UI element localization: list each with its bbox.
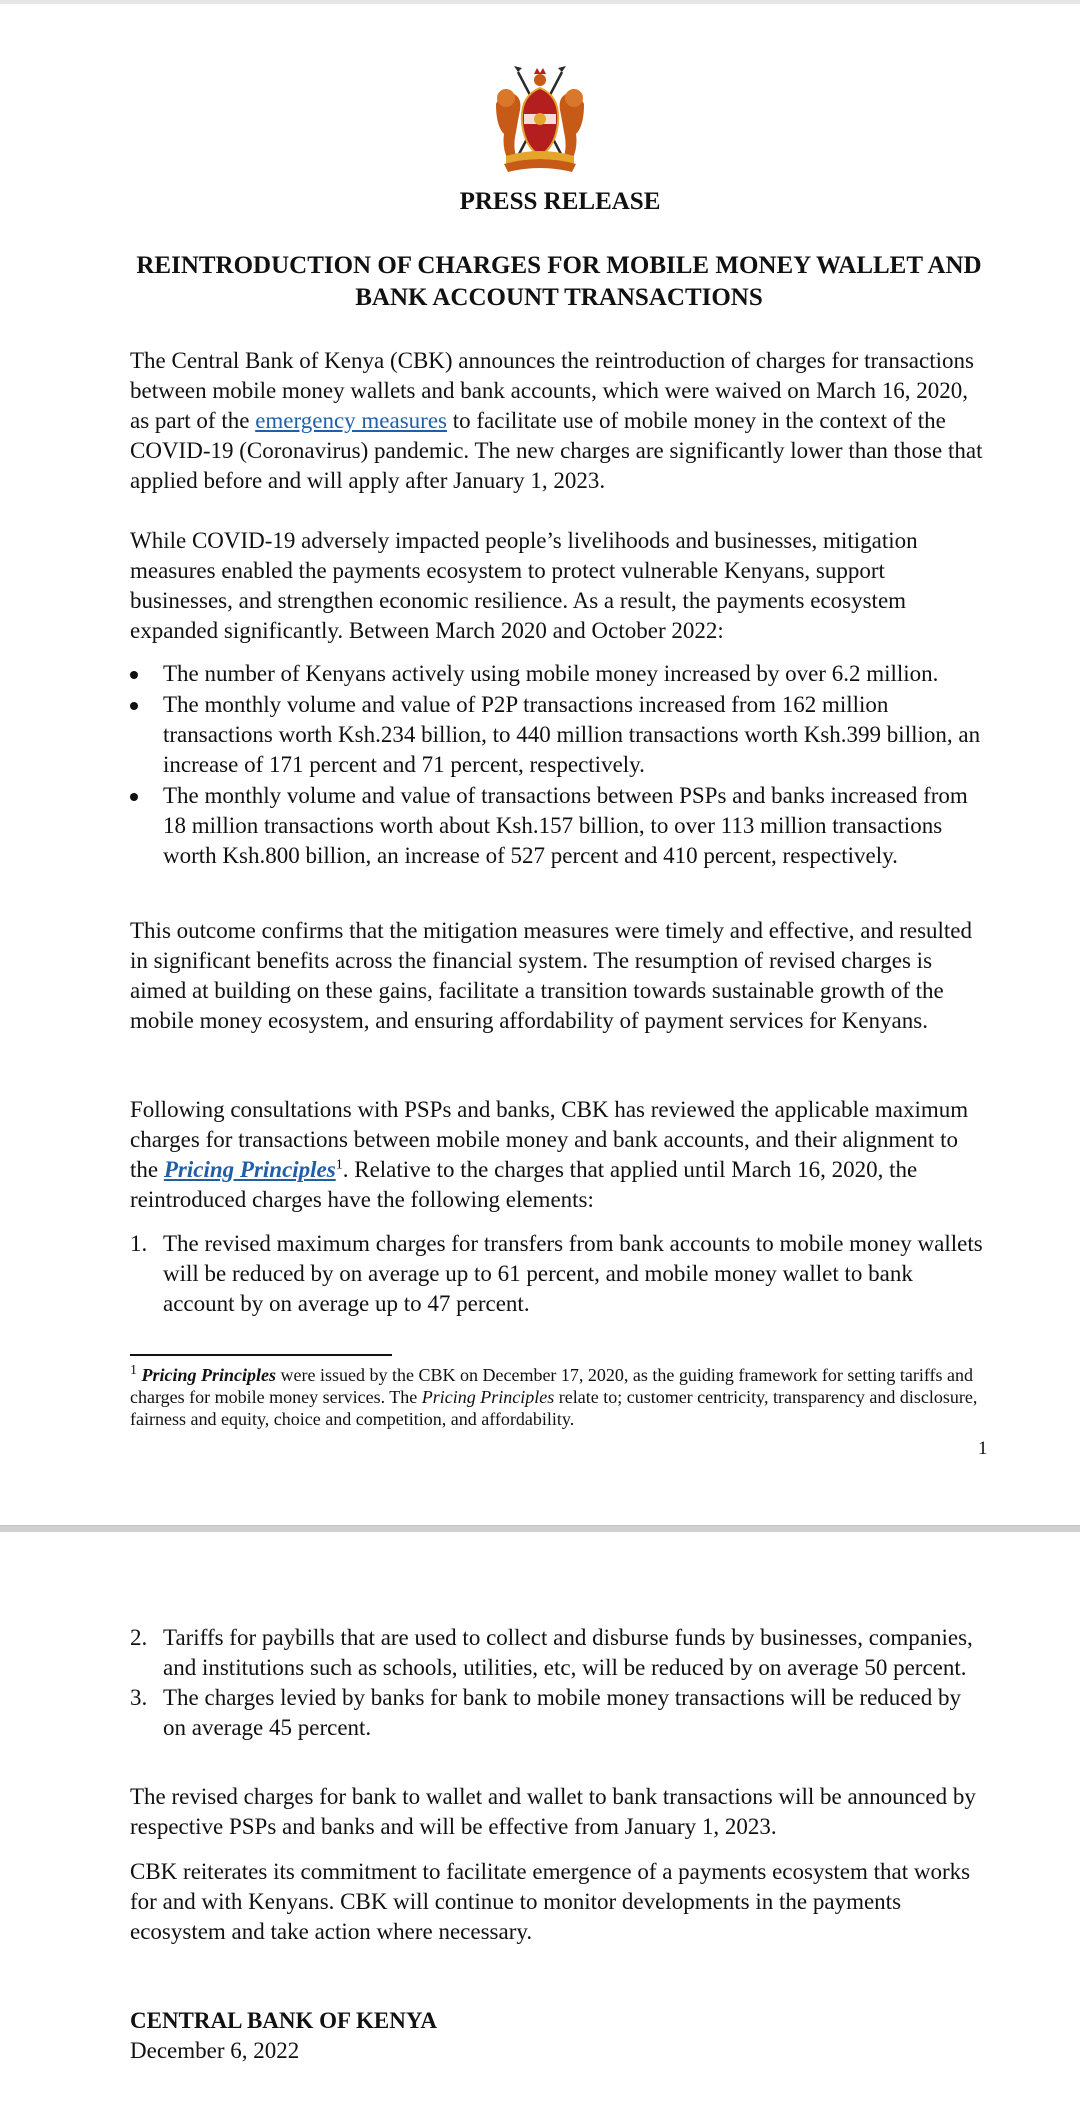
footnote-term: Pricing Principles: [141, 1365, 276, 1385]
list-item: [130, 1623, 988, 1683]
bullet-text: The monthly volume and value of P2P transactions increased from 162 million transactions worth Ksh.234 billion, to 440 million transactions worth Ksh.399 billion, an increase of 171 percent and 71 percent, respectively.: [163, 692, 981, 777]
commitment-paragraph: [130, 1857, 988, 1947]
emergency-measures-link[interactable]: emergency measures: [255, 408, 447, 433]
outcome-text: This outcome confirms that the mitigation measures were timely and effective, and resulted in significant benefits across the financial system. The resumption of revised charges is aimed at building on these gains, facilitate a transition towards sustainable growth of the mobile money ecosystem, and ensuring affordability of payment services for Kenyans.: [130, 918, 973, 1033]
footnote-separator: [130, 1354, 392, 1356]
list-item-text: The charges levied by banks for bank to mobile money transactions will be reduced by on average 45 percent.: [163, 1685, 961, 1740]
page-title: REINTRODUCTION OF CHARGES FOR MOBILE MONEY WALLET AND BANK ACCOUNT TRANSACTIONS: [136, 252, 982, 311]
intro-text-start: The Central Bank of Kenya (CBK) announces the reintroduction of charges for transactions between mobile money wallets and bank accounts, which were waived on March 16, 2020, as part of the: [130, 348, 974, 433]
bullet-text: The number of Kenyans actively using mobile money increased by over 6.2 million.: [163, 661, 939, 686]
outcome-paragraph: [130, 916, 988, 1036]
signoff: [130, 2006, 988, 2066]
list-item: [130, 690, 988, 780]
elements-list-page-2: [130, 1623, 988, 1743]
signoff-organization: CENTRAL BANK OF KENYA: [130, 2008, 437, 2033]
footnote-term-italic: Pricing Principles: [421, 1387, 555, 1407]
list-item: [130, 1229, 988, 1319]
kenya-coat-of-arms-icon: [488, 64, 592, 174]
list-number: 2.: [130, 1625, 148, 1650]
signoff-date: December 6, 2022: [130, 2038, 300, 2063]
footnote-number: 1: [130, 1363, 137, 1378]
impact-text: While COVID-19 adversely impacted people’s livelihoods and businesses, mitigation measures enabled the payments ecosystem to protect vulnerable Kenyans, support businesses, and strengthen economic resilience. As a result, the payments ecosystem expanded significantly. Between March 2020 and October 2022:: [130, 528, 918, 643]
list-item: [130, 1683, 988, 1743]
list-item: [130, 659, 988, 689]
commitment-text: CBK reiterates its commitment to facilitate emergence of a payments ecosystem that works for and with Kenyans. CBK will continue to monitor developments in the payments ecosystem and take action where necessary.: [130, 1859, 971, 1944]
document-page-2: [0, 1531, 1080, 2128]
elements-list-page-1: [130, 1229, 988, 1319]
bullet-icon: [130, 702, 138, 710]
list-item-text: The revised maximum charges for transfers from bank accounts to mobile money wallets will be reduced by on average up to 61 percent, and mobile money wallet to bank account by on average up to 47 percent.: [163, 1231, 983, 1316]
list-number: 3.: [130, 1685, 148, 1710]
footnote-text: relate to; customer centricity, transparency and disclosure, fairness and equity, choice and competition, and affordability.: [130, 1387, 978, 1429]
bullet-text: The monthly volume and value of transactions between PSPs and banks increased from 18 million transactions worth about Ksh.157 billion, to over 113 million transactions worth Ksh.800 billion, an increase of 527 percent and 410 percent, respectively.: [163, 783, 968, 868]
consultation-paragraph: [130, 1095, 988, 1215]
announcement-paragraph: [130, 1782, 988, 1842]
consultation-text-end: . Relative to the charges that applied until March 16, 2020, the reintroduced charges have the following elements:: [130, 1157, 918, 1212]
impact-paragraph: [130, 526, 988, 646]
pricing-principles-link[interactable]: Pricing Principles: [163, 1157, 336, 1182]
bullet-icon: [130, 671, 138, 679]
list-item: [130, 781, 988, 871]
list-number: 1.: [130, 1231, 148, 1256]
press-release-label: PRESS RELEASE: [459, 188, 661, 215]
bullet-icon: [130, 793, 138, 801]
footnote-marker[interactable]: 1: [335, 1157, 343, 1173]
list-item-text: Tariffs for paybills that are used to collect and disburse funds by businesses, companies, and institutions such as schools, utilities, etc, will be reduced by on average 50 percent.: [163, 1625, 973, 1680]
announcement-text: The revised charges for bank to wallet and wallet to bank transactions will be announced by respective PSPs and banks and will be effective from January 1, 2023.: [130, 1784, 976, 1839]
intro-paragraph: [130, 346, 988, 496]
page-number: 1: [978, 1438, 988, 1459]
consultation-text-start: Following consultations with PSPs and banks, CBK has reviewed the applicable maximum charges for transactions between mobile money and bank accounts, and their alignment to the: [130, 1097, 969, 1182]
impact-bullet-list: [130, 659, 988, 872]
footnote-text: were issued by the CBK on December 17, 2020, as the guiding framework for setting tariffs and charges for mobile money services. The: [130, 1365, 973, 1407]
footnote: [130, 1364, 990, 1430]
intro-text-end: to facilitate use of mobile money in the context of the COVID-19 (Coronavirus) pandemic. The new charges are significantly lower than those that applied before and will apply after January 1, 2023.: [130, 408, 983, 493]
